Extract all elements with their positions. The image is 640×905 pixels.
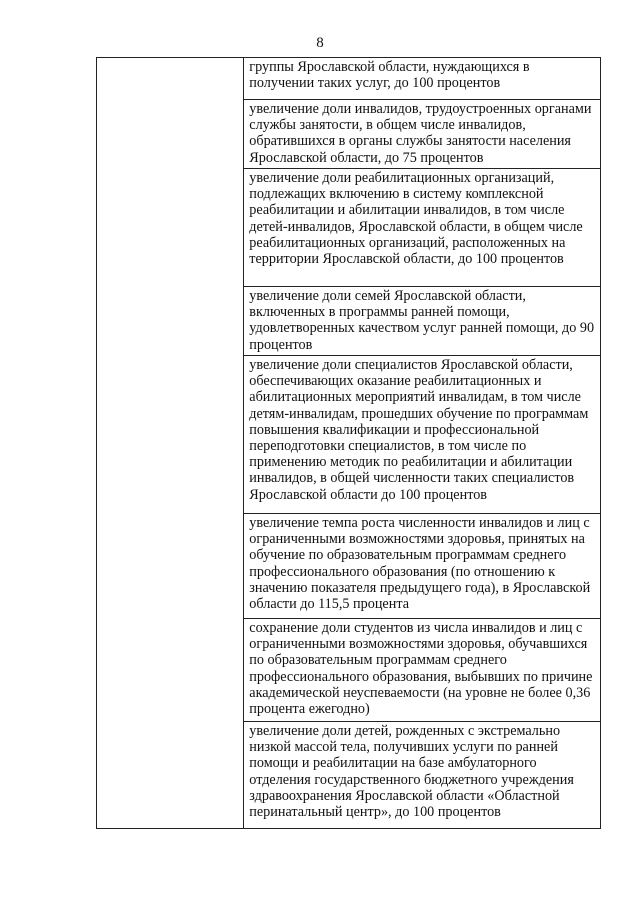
table-cell: увеличение доли специалистов Ярославской области, обеспечивающих оказание реабилитационных и абилитационных мероприятий инвалидам, в том числе детям-инвалидам, прошедших обучение по программам повышения квалификации и профессиональной переподготовки специалистов, в том числе по применению методик по реабилитации и абилитации инвалидов, в общей численности таких специалистов Ярославской области до 100 процентов [244, 356, 601, 514]
table-cell: увеличение доли реабилитационных организаций, подлежащих включению в систему комплексной реабилитации и абилитации инвалидов, в том числе детей-инвалидов, Ярославской области, в общем числе реабилитационных организаций, расположенных на территории Ярославской области, до 100 процентов [244, 169, 601, 287]
table-left-column [97, 58, 244, 829]
table-cell: увеличение темпа роста численности инвалидов и лиц с ограниченными возможностями здоровья, принятых на обучение по образовательным программам среднего профессионального образования (по отношению к значению показателя предыдущего года), в Ярославской области до 115,5 процента [244, 514, 601, 619]
table-cell: сохранение доли студентов из числа инвалидов и лиц с ограниченными возможностями здоровья, обучавшихся по образовательным программам среднего профессионального образования, выбывших по причине академической неуспеваемости (на уровне не более 0,36 процента ежегодно) [244, 619, 601, 722]
table-cell: группы Ярославской области, нуждающихся в получении таких услуг, до 100 процентов [244, 58, 601, 100]
table-cell: увеличение доли инвалидов, трудоустроенных органами службы занятости, в общем числе инвалидов, обратившихся в органы службы занятости населения Ярославской области, до 75 процентов [244, 100, 601, 169]
indicators-table [96, 57, 601, 829]
page-number: 8 [316, 35, 324, 51]
table-cell: увеличение доли детей, рожденных с экстремально низкой массой тела, получивших услуги по ранней помощи и реабилитации на базе амбулаторного отделения государственного бюджетного учреждения здравоохранения Ярославской области «Областной перинатальный центр», до 100 процентов [244, 722, 601, 829]
table-row [97, 58, 601, 100]
table-cell: увеличение доли семей Ярославской области, включенных в программы ранней помощи, удовлетворенных качеством услуг ранней помощи, до 90 процентов [244, 287, 601, 356]
